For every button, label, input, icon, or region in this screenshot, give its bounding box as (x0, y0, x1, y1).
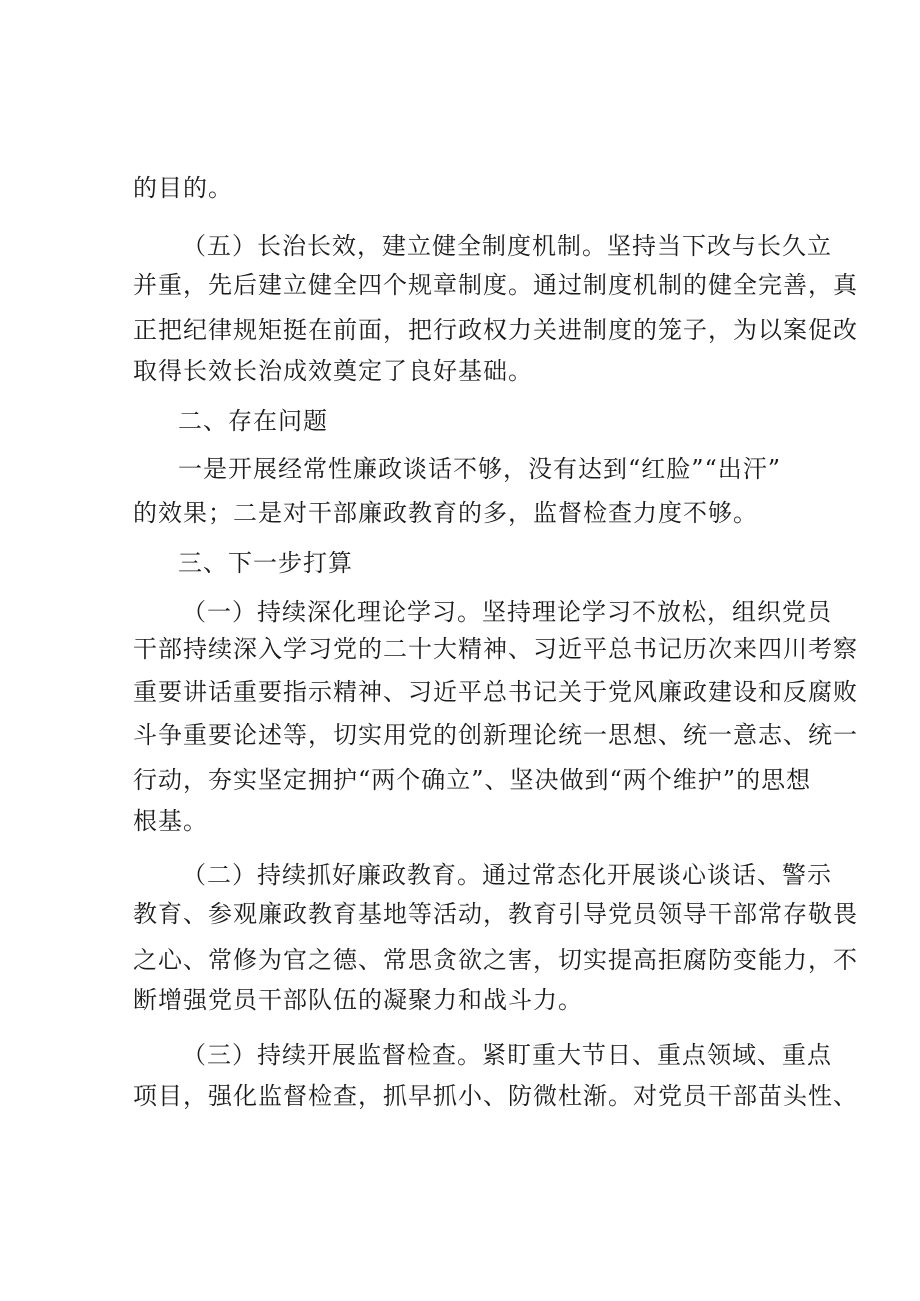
text-line-content: 斗争重要论述等，切实用党的创新理论统一思想、统一意志、统一 (133, 721, 858, 749)
text-line-content: 干部持续深入学习党的二十大精神、习近平总书记历次来四川考察 (133, 635, 858, 663)
text-line-content: 教育、参观廉政教育基地等活动，教育引导党员领导干部常存敬畏 (133, 900, 858, 928)
text-line-content: 行动，夯实坚定拥护“两个确立”、坚决做到“两个维护”的思想 (133, 766, 812, 794)
text-line-content: 取得长效长治成效奠定了良好基础。 (133, 357, 533, 385)
text-line-content: 断增强党员干部队伍的凝聚力和战斗力。 (133, 986, 583, 1014)
section-heading-text: 三、下一步打算 (178, 549, 353, 577)
text-line-content: 根基。 (133, 807, 208, 835)
text-line-content: 项目，强化监督检查，抓早抓小、防微杜渐。对党员干部苗头性、 (133, 1082, 858, 1110)
text-line-content: 一是开展经常性廉政谈话不够，没有达到“红脸”“出汗” (178, 455, 782, 483)
text-line-content: 正把纪律规矩挺在前面，把行政权力关进制度的笼子，为以案促改 (133, 316, 858, 344)
section-heading-text: 二、存在问题 (178, 407, 328, 435)
text-line-content: （二）持续抓好廉政教育。通过常态化开展谈心谈话、警示 (182, 861, 832, 889)
text-line-content: 重要讲话重要指示精神、习近平总书记关于党风廉政建设和反腐败 (133, 678, 858, 706)
text-line-content: 的目的。 (133, 174, 233, 202)
text-line-content: （一）持续深化理论学习。坚持理论学习不放松，组织党员 (182, 598, 832, 626)
text-line-content: （三）持续开展监督检查。紧盯重大节日、重点领域、重点 (182, 1041, 832, 1069)
text-line-content: （五）长治长效，建立健全制度机制。坚持当下改与长久立 (182, 232, 832, 260)
text-line-content: 的效果；二是对干部廉政教育的多，监督检查力度不够。 (133, 499, 758, 527)
text-line-content: 并重，先后建立健全四个规章制度。通过制度机制的健全完善，真 (133, 271, 858, 299)
text-line-content: 之心、常修为官之德、常思贪欲之害，切实提高拒腐防变能力，不 (133, 946, 858, 974)
